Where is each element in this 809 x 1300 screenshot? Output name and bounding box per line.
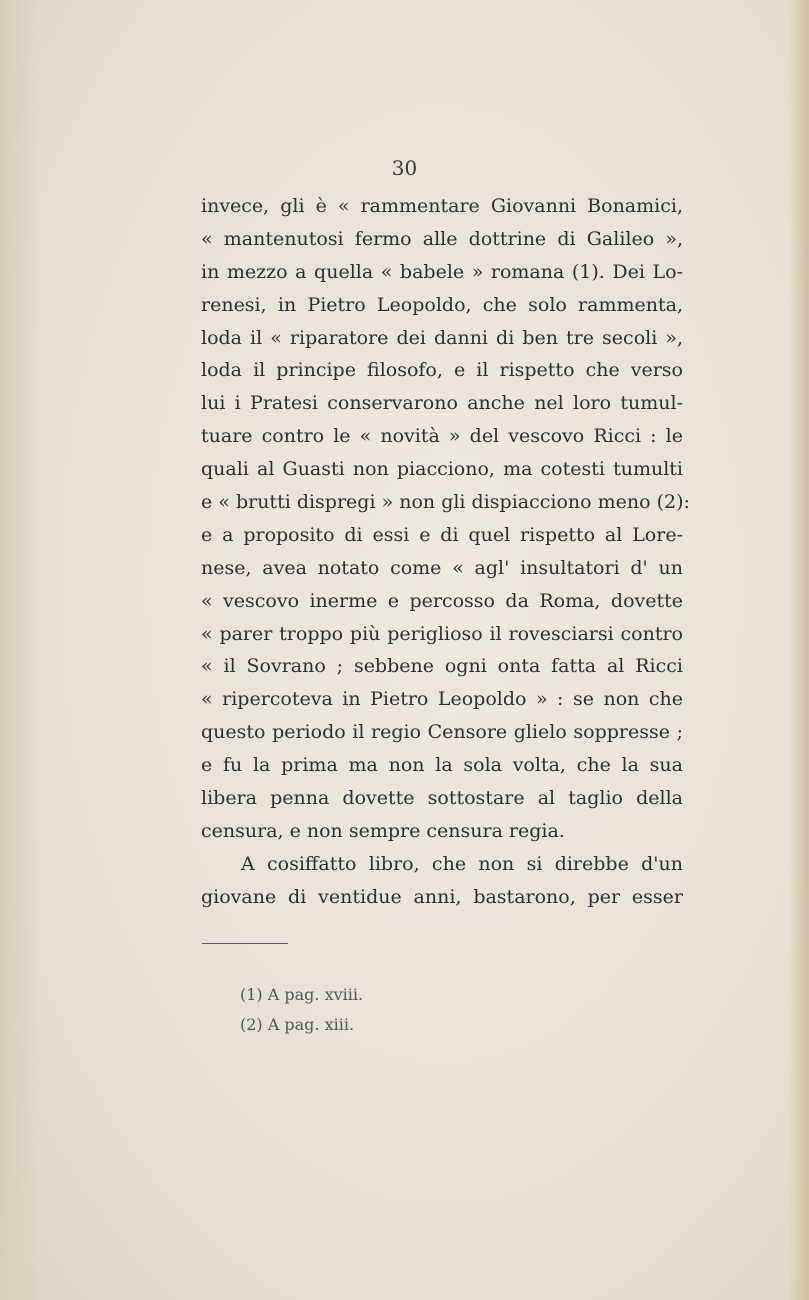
text-line: lui i Pratesi conservarono anche nel loro tumul- [201, 392, 683, 415]
footnote-separator-rule [202, 943, 288, 944]
text-line: « il Sovrano ; sebbene ogni onta fatta al Ricci [201, 655, 683, 678]
text-line: loda il principe filosofo, e il rispetto che verso [201, 359, 683, 382]
text-line: « ripercoteva in Pietro Leopoldo » : se non che [201, 688, 683, 711]
text-line: e « brutti dispregi » non gli dispiacciono meno (2): [201, 491, 690, 514]
text-line: tuare contro le « novità » del vescovo Ricci : le [201, 425, 683, 448]
page-left-edge-shadow [0, 0, 40, 1300]
text-line: e fu la prima ma non la sola volta, che la sua [201, 754, 683, 777]
text-line-paragraph-end: censura, e non sempre censura regia. [201, 819, 565, 842]
text-line: e a proposito di essi e di quel rispetto al Lore- [201, 523, 683, 546]
text-line: invece, gli è « rammentare Giovanni Bonamici, [201, 195, 683, 217]
page-right-edge-shadow [789, 0, 809, 1300]
footnote-1: (1) A pag. xviii. [240, 985, 364, 1004]
text-line: nese, avea notato come « agl' insultatori d' un [201, 556, 683, 579]
text-line: renesi, in Pietro Leopoldo, che solo rammenta, [201, 293, 683, 316]
text-line: in mezzo a quella « babele » romana (1). Dei Lo- [201, 260, 683, 283]
text-line: « parer troppo più periglioso il rovesciarsi contro [201, 622, 683, 645]
text-line: loda il « riparatore dei danni di ben tre secoli », [201, 326, 683, 349]
text-line: « vescovo inerme e percosso da Roma, dovette [201, 589, 683, 612]
text-line: quali al Guasti non piacciono, ma cotesti tumulti [201, 458, 683, 481]
footnote-2: (2) A pag. xiii. [240, 1015, 355, 1034]
text-line: giovane di ventidue anni, bastarono, per esser [201, 885, 683, 908]
page-number: 30 [391, 156, 418, 180]
footnotes [240, 980, 363, 1040]
text-line: « mantenutosi fermo alle dottrine di Galileo », [201, 227, 683, 250]
text-line: libera penna dovette sottostare al taglio della [201, 787, 683, 810]
text-line: questo periodo il regio Censore glielo soppresse ; [201, 721, 683, 744]
text-line-paragraph-start: A cosiffatto libro, che non si direbbe d'un [241, 852, 683, 875]
body-text [201, 190, 690, 914]
